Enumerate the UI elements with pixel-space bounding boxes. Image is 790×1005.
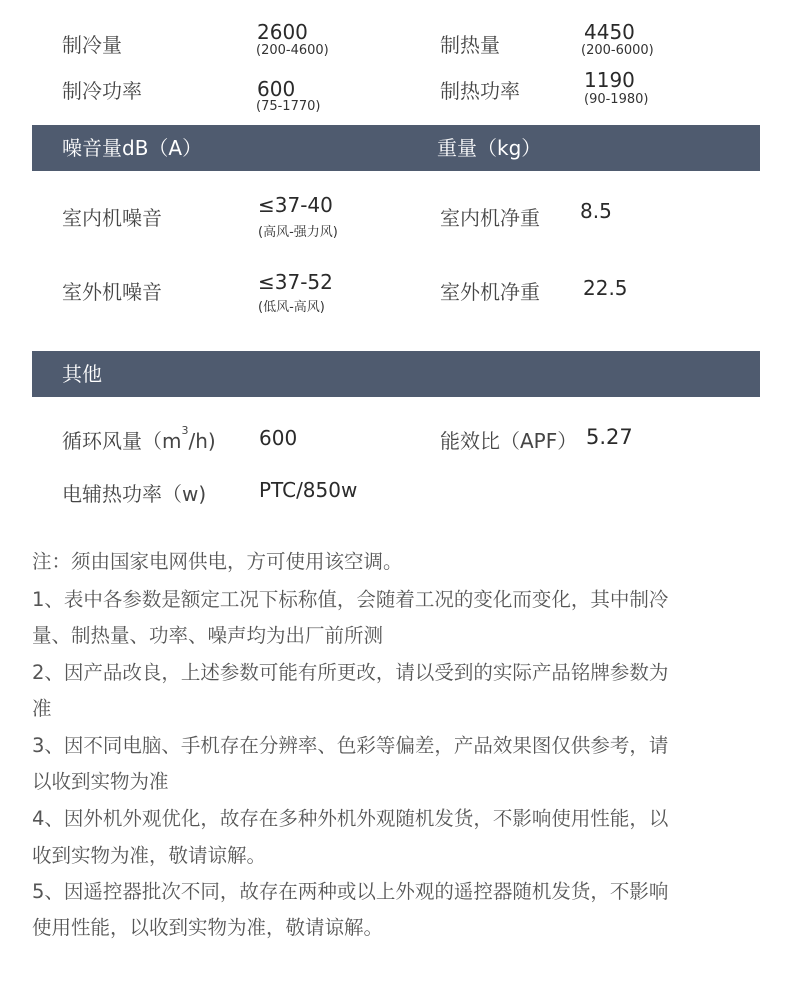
note-line: 使用性能，以收到实物为准，敬请谅解。 — [32, 916, 384, 939]
noise-weight-header-bar — [32, 125, 760, 171]
weight-header: 重量（kg） — [437, 136, 542, 160]
outdoor-weight-label: 室外机净重 — [440, 280, 540, 304]
indoor-noise-value: ≤37-40 — [258, 193, 333, 217]
note-line: 1、表中各参数是额定工况下标称值，会随着工况的变化而变化，其中制冷 — [32, 588, 669, 611]
other-header: 其他 — [62, 362, 102, 386]
note-line: 收到实物为准，敬请谅解。 — [32, 844, 267, 867]
heating-power-value: 1190 — [584, 68, 635, 92]
note-line: 2、因产品改良，上述参数可能有所更改，请以受到的实际产品铭牌参数为 — [32, 661, 669, 684]
note-line: 量、制热量、功率、噪声均为出厂前所测 — [32, 624, 384, 647]
cooling-capacity-value: 2600 — [257, 20, 308, 44]
indoor-weight-value: 8.5 — [580, 199, 612, 223]
heating-capacity-value: 4450 — [584, 20, 635, 44]
noise-header: 噪音量dB（A） — [62, 136, 203, 160]
cooling-capacity-range: (200-4600) — [256, 43, 329, 58]
apf-label: 能效比（APF） — [440, 429, 578, 453]
cooling-power-label: 制冷功率 — [62, 79, 142, 103]
note-line: 3、因不同电脑、手机存在分辨率、色彩等偏差，产品效果图仅供参考，请 — [32, 734, 669, 757]
outdoor-weight-value: 22.5 — [583, 276, 628, 300]
cooling-power-range: (75-1770) — [256, 99, 321, 114]
heating-power-range: (90-1980) — [584, 92, 649, 107]
note-line: 5、因遥控器批次不同，故存在两种或以上外观的遥控器随机发货，不影响 — [32, 880, 669, 903]
other-header-bar — [32, 351, 760, 397]
outdoor-noise-note: (低风-高风) — [258, 300, 325, 315]
heater-label: 电辅热功率（w) — [62, 482, 207, 506]
airflow-label: 循环风量$(m^3/h)$ — [62, 424, 216, 453]
outdoor-noise-label: 室外机噪音 — [62, 280, 162, 304]
heater-value: PTC/850w — [259, 478, 358, 502]
indoor-weight-label: 室内机净重 — [440, 206, 540, 230]
note-line: 注：须由国家电网供电，方可使用该空调。 — [32, 550, 403, 573]
indoor-noise-label: 室内机噪音 — [62, 206, 162, 230]
heating-capacity-label: 制热量 — [440, 33, 500, 57]
cooling-capacity-label: 制冷量 — [62, 33, 122, 57]
outdoor-noise-value: ≤37-52 — [258, 270, 333, 294]
note-line: 准 — [32, 697, 52, 720]
heating-power-label: 制热功率 — [440, 79, 520, 103]
apf-value: 5.27 — [586, 425, 633, 449]
note-line: 以收到实物为准 — [32, 770, 169, 793]
cooling-power-value: 600 — [257, 77, 296, 101]
indoor-noise-note: (高风-强力风) — [258, 225, 338, 240]
heating-capacity-range: (200-6000) — [581, 43, 654, 58]
airflow-value: 600 — [259, 426, 298, 450]
note-line: 4、因外机外观优化，故存在多种外机外观随机发货，不影响使用性能，以 — [32, 807, 669, 830]
